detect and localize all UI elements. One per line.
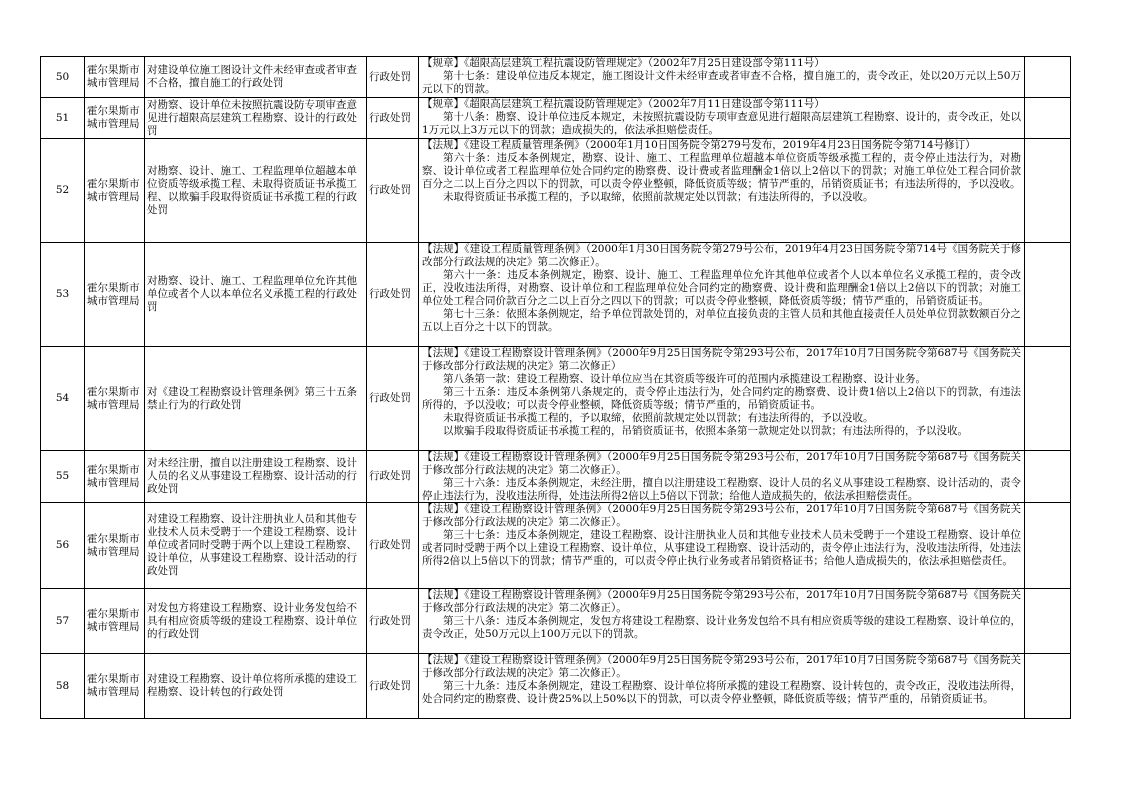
department-name: 霍尔果斯市城市管理局 — [87, 532, 140, 558]
legal-basis-cell — [419, 589, 1025, 654]
remarks-cell — [1025, 503, 1071, 589]
row-number: 56 — [55, 539, 70, 551]
table-row — [41, 503, 1071, 589]
power-type-cell — [367, 589, 419, 654]
item-name-cell — [145, 347, 367, 451]
legal-basis — [422, 139, 1021, 204]
row-number-cell — [41, 347, 85, 451]
power-type: 行政处罚 — [369, 614, 411, 627]
table-body — [41, 57, 1071, 719]
power-type: 行政处罚 — [369, 679, 411, 692]
department-name: 霍尔果斯市城市管理局 — [87, 463, 140, 489]
department-cell — [85, 57, 145, 98]
legal-basis — [422, 654, 1021, 706]
law-article: 第七十三条：依照本条例规定，给予单位罚款处罚的，对单位直接负责的主管人员和其他直接责任人员处单位罚款数额百分之五以上百分之十以下的罚款。 — [422, 308, 1021, 333]
law-article: 第八条第一款：建设工程勘察、设计单位应当在其资质等级许可的范围内承揽建设工程勘察、设计业务。 — [443, 373, 926, 385]
legal-basis — [422, 98, 1021, 137]
law-article: 第三十九条：违反本条例规定，建设工程勘察、设计单位将所承揽的建设工程勘察、设计转包的，责令改正，没收违法所得，处合同约定的勘察费、设计费25%以上50%以下的罚款，可以责令停业整顿，降低资质等级；情节严重的，吊销资质证书。 — [422, 680, 1021, 705]
power-type-cell — [367, 57, 419, 98]
row-number: 52 — [55, 184, 70, 196]
legal-basis — [422, 589, 1021, 641]
power-type: 行政处罚 — [369, 392, 411, 404]
item-name: 对勘察、设计单位未按照抗震设防专项审查意见进行超限高层建筑工程勘察、设计的行政处罚 — [147, 98, 357, 137]
row-number-cell — [41, 503, 85, 589]
remarks-cell — [1025, 57, 1071, 98]
row-number-cell — [41, 654, 85, 719]
law-citation: 【法规】《建设工程勘察设计管理条例》（2000年9月25日国务院令第293号公布，2017年10月7日国务院令第687号《国务院关于修改部分行政法规的决定》第二次修正） — [422, 347, 1021, 372]
power-type: 行政处罚 — [369, 288, 411, 300]
department-name: 霍尔果斯市城市管理局 — [87, 385, 140, 411]
row-number: 53 — [55, 288, 70, 300]
department-name: 霍尔果斯市城市管理局 — [87, 608, 140, 633]
item-name-cell — [145, 243, 367, 347]
row-number: 54 — [55, 392, 70, 404]
department-cell — [85, 243, 145, 347]
power-type-cell — [367, 243, 419, 347]
legal-basis — [422, 57, 1021, 96]
power-type: 行政处罚 — [369, 470, 411, 482]
power-type-cell — [367, 654, 419, 719]
item-name-cell — [145, 57, 367, 98]
table-row — [41, 589, 1071, 654]
item-name: 对未经注册，擅自以注册建设工程勘察、设计人员的名义从事建设工程勘察、设计活动的行政处罚 — [147, 457, 357, 495]
law-article: 第三十六条：违反本条例规定，未经注册，擅自以注册建设工程勘察、设计人员的名义从事建设工程勘察、设计活动的，责令停止违法行为，没收违法所得，处违法所得2倍以上5倍以下罚款；给他人造成损失的，依法承担赔偿责任。 — [422, 477, 1021, 502]
legal-basis — [422, 243, 1021, 334]
row-number-cell — [41, 589, 85, 654]
department-name: 霍尔果斯市城市管理局 — [87, 177, 140, 203]
remarks-cell — [1025, 589, 1071, 654]
department-name: 霍尔果斯市城市管理局 — [87, 673, 140, 698]
item-name: 对《建设工程勘察设计管理条例》第三十五条禁止行为的行政处罚 — [147, 385, 357, 411]
table-row — [41, 347, 1071, 451]
item-name: 对发包方将建设工程勘察、设计业务发包给不具有相应资质等级的建设工程勘察、设计单位的行政处罚 — [147, 601, 357, 640]
row-number: 57 — [55, 614, 70, 627]
power-type-cell — [367, 503, 419, 589]
law-citation: 【规章】《超限高层建筑工程抗震设防管理规定》（2002年7月25日建设部令第111号） — [422, 57, 825, 69]
law-citation: 【法规】《建设工程勘察设计管理条例》（2000年9月25日国务院令第293号公布，2017年10月7日国务院令第687号《国务院关于修改部分行政法规的决定》第二次修正）。 — [422, 503, 1021, 528]
legal-basis-cell — [419, 451, 1025, 503]
table-row — [41, 654, 1071, 719]
law-citation: 【法规】《建设工程勘察设计管理条例》（2000年9月25日国务院令第293号公布，2017年10月7日国务院令第687号《国务院关于修改部分行政法规的决定》第二次修正）。 — [422, 589, 1021, 614]
table-row — [41, 243, 1071, 347]
table-row — [41, 98, 1071, 139]
legal-basis-cell — [419, 243, 1025, 347]
power-type-cell — [367, 139, 419, 243]
department-cell — [85, 347, 145, 451]
department-name: 霍尔果斯市城市管理局 — [87, 105, 140, 130]
department-cell — [85, 139, 145, 243]
item-name-cell — [145, 139, 367, 243]
law-article: 第六十一条：违反本条例规定，勘察、设计、施工、工程监理单位允许其他单位或者个人以本单位名义承揽工程的，责令改正，没收违法所得，对勘察、设计单位和工程监理单位处合同约定的勘察费、设计费和监理酬金1倍以上2倍以下的罚款；对施工单位处工程合同价款百分之二以上百分之四以下的罚款；可以责令停业整顿，降低资质等级；情节严重的，吊销资质证书。 — [422, 269, 1021, 307]
law-article: 未取得资质证书承揽工程的，予以取缔，依照前款规定处以罚款；有违法所得的，予以没收。 — [443, 412, 874, 424]
law-article: 未取得资质证书承揽工程的，予以取缔，依照前款规定处以罚款；有违法所得的，予以没收。 — [443, 191, 874, 203]
row-number: 51 — [55, 111, 70, 124]
department-name: 霍尔果斯市城市管理局 — [87, 64, 140, 89]
power-type: 行政处罚 — [369, 70, 411, 83]
law-article: 第三十八条：违反本条例规定，发包方将建设工程勘察、设计业务发包给不具有相应资质等级的建设工程勘察、设计单位的，责令改正，处50万元以上100万元以下的罚款。 — [422, 615, 1021, 640]
remarks-cell — [1025, 654, 1071, 719]
power-type: 行政处罚 — [369, 539, 411, 551]
row-number-cell — [41, 451, 85, 503]
row-number-cell — [41, 243, 85, 347]
legal-basis-cell — [419, 503, 1025, 589]
department-cell — [85, 503, 145, 589]
item-name-cell — [145, 503, 367, 589]
item-name-cell — [145, 589, 367, 654]
law-citation: 【法规】《建设工程质量管理条例》（2000年1月10日国务院令第279号发布，2019年4月23日国务院令第714号修订） — [422, 139, 976, 151]
power-type: 行政处罚 — [369, 184, 411, 196]
law-article: 以欺骗手段取得资质证书承揽工程的，吊销资质证书，依照本条第一款规定处以罚款；有违法所得的，予以没收。 — [443, 425, 968, 437]
legal-basis — [422, 451, 1021, 502]
department-cell — [85, 589, 145, 654]
law-article: 第三十五条：违反本条例第八条规定的，责令停止违法行为，处合同约定的勘察费、设计费1倍以上2倍以下的罚款，有违法所得的，予以没收；可以责令停业整顿，降低资质等级；情节严重的，吊销资质证书。 — [422, 386, 1021, 411]
law-article: 第三十七条：违反本条例规定，建设工程勘察、设计注册执业人员和其他专业技术人员未受聘于一个建设工程勘察、设计单位或者同时受聘于两个以上建设工程勘察、设计单位，从事建设工程勘察、设计活动的，责令停止违法行为，没收违法所得，处违法所得2倍以上5倍以下的罚款；情节严重的，可以责令停止执行业务或者吊销资格证书；给他人造成损失的，依法承担赔偿责任。 — [422, 529, 1021, 567]
law-citation: 【法规】《建设工程勘察设计管理条例》（2000年9月25日国务院令第293号公布，2017年10月7日国务院令第687号《国务院关于修改部分行政法规的决定》第二次修正）。 — [422, 451, 1021, 476]
row-number-cell — [41, 139, 85, 243]
item-name-cell — [145, 654, 367, 719]
remarks-cell — [1025, 98, 1071, 139]
remarks-cell — [1025, 243, 1071, 347]
item-name-cell — [145, 98, 367, 139]
table-row — [41, 57, 1071, 98]
legal-basis-cell — [419, 98, 1025, 139]
table-row — [41, 139, 1071, 243]
department-cell — [85, 654, 145, 719]
power-type-cell — [367, 451, 419, 503]
power-type-cell — [367, 98, 419, 139]
row-number: 50 — [55, 70, 70, 83]
department-name: 霍尔果斯市城市管理局 — [87, 281, 140, 307]
item-name: 对勘察、设计、施工、工程监理单位超越本单位资质等级承揽工程、未取得资质证书承揽工程、以欺骗手段取得资质证书承揽工程的行政处罚 — [147, 164, 357, 216]
item-name: 对勘察、设计、施工、工程监理单位允许其他单位或者个人以本单位名义承揽工程的行政处罚 — [147, 275, 357, 313]
enforcement-table — [40, 56, 1071, 719]
law-citation: 【规章】《超限高层建筑工程抗震设防管理规定》（2002年7月11日建设部令第111号） — [422, 98, 825, 110]
row-number: 55 — [55, 470, 70, 482]
remarks-cell — [1025, 347, 1071, 451]
legal-basis-cell — [419, 57, 1025, 98]
legal-basis-cell — [419, 347, 1025, 451]
table-row — [41, 451, 1071, 503]
row-number-cell — [41, 98, 85, 139]
legal-basis-cell — [419, 139, 1025, 243]
law-citation: 【法规】《建设工程质量管理条例》（2000年1月30日国务院令第279号公布，2019年4月23日国务院令第714号《国务院关于修改部分行政法规的决定》第二次修正）。 — [422, 243, 1021, 268]
row-number-cell — [41, 57, 85, 98]
department-cell — [85, 451, 145, 503]
legal-basis — [422, 347, 1021, 438]
remarks-cell — [1025, 139, 1071, 243]
remarks-cell — [1025, 451, 1071, 503]
item-name-cell — [145, 451, 367, 503]
law-article: 第十八条：勘察、设计单位违反本规定，未按照抗震设防专项审查意见进行超限高层建筑工程勘察、设计的，责令改正，处以1万元以上3万元以下的罚款；造成损失的，依法承担赔偿责任。 — [422, 111, 1021, 136]
power-type: 行政处罚 — [369, 111, 411, 124]
legal-basis — [422, 503, 1021, 568]
row-number: 58 — [55, 679, 70, 692]
item-name: 对建设工程勘察、设计单位将所承揽的建设工程勘察、设计转包的行政处罚 — [147, 673, 357, 698]
law-article: 第十七条：建设单位违反本规定，施工图设计文件未经审查或者审查不合格，擅自施工的，责令改正，处以20万元以上50万元以下的罚款。 — [422, 70, 1021, 95]
law-article: 第六十条：违反本条例规定，勘察、设计、施工、工程监理单位超越本单位资质等级承揽工程的，责令停止违法行为，对勘察、设计单位或者工程监理单位处合同约定的勘察费、设计费或者监理酬金1倍以上2倍以下的罚款；对施工单位处工程合同价款百分之二以上百分之四以下的罚款，可以责令停业整顿，降低资质等级；情节严重的，吊销资质证书；有违法所得的，予以没收。 — [422, 152, 1021, 190]
legal-basis-cell — [419, 654, 1025, 719]
item-name: 对建设单位施工图设计文件未经审查或者审查不合格，擅自施工的行政处罚 — [147, 64, 357, 89]
item-name: 对建设工程勘察、设计注册执业人员和其他专业技术人员未受聘于一个建设工程勘察、设计单位或者同时受聘于两个以上建设工程勘察、设计单位，从事建设工程勘察、设计活动的行政处罚 — [147, 513, 357, 577]
department-cell — [85, 98, 145, 139]
power-type-cell — [367, 347, 419, 451]
law-citation: 【法规】《建设工程勘察设计管理条例》（2000年9月25日国务院令第293号公布，2017年10月7日国务院令第687号《国务院关于修改部分行政法规的决定》第二次修正）。 — [422, 654, 1021, 679]
